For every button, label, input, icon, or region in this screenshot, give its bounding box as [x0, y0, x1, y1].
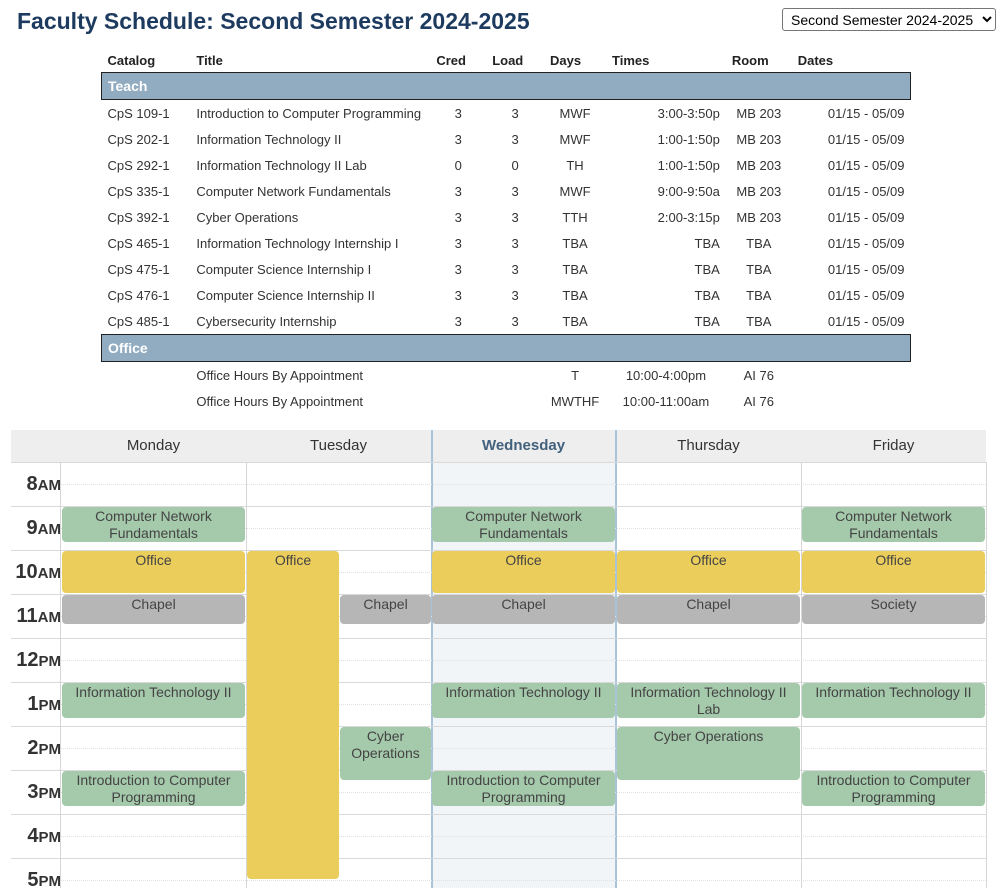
cell-room: AI 76	[743, 367, 774, 383]
cell-cred: 3	[454, 183, 462, 199]
cell-cred: 3	[454, 105, 462, 121]
calendar-event-information-technology-ii[interactable]: Information Technology II	[62, 683, 245, 718]
half-hour-line	[61, 880, 986, 881]
hour-suffix: PM	[38, 741, 61, 758]
cell-cred: 3	[454, 131, 462, 147]
col-header-cred: Cred	[436, 52, 466, 68]
cell-days: TH	[566, 157, 584, 173]
cell-catalog: CpS 392-1	[107, 209, 170, 225]
hour-number: 11	[16, 605, 38, 627]
cell-title: Office Hours By Appointment	[196, 367, 364, 383]
cell-dates: 01/15 - 05/09	[827, 287, 905, 303]
cell-times: 10:00-4:00pm	[625, 367, 707, 383]
weekly-calendar	[11, 430, 998, 888]
cell-cred: 0	[454, 157, 462, 173]
cell-catalog	[102, 362, 191, 389]
cell-title: Information Technology II	[196, 131, 342, 147]
calendar-event-chapel[interactable]: Chapel	[617, 595, 800, 624]
cell-load: 0	[511, 157, 519, 173]
hour-suffix: PM	[38, 829, 61, 846]
hour-number: 2	[27, 737, 39, 759]
cell-cred: 3	[454, 261, 462, 277]
cell-cred	[430, 388, 486, 414]
table-row	[102, 388, 911, 414]
cell-load: 3	[511, 183, 519, 199]
hour-label	[11, 726, 63, 770]
half-hour-line	[61, 484, 986, 485]
hour-label	[11, 594, 63, 638]
calendar-event-office[interactable]: Office	[247, 551, 339, 879]
hour-label	[11, 682, 63, 726]
calendar-event-office[interactable]: Office	[432, 551, 615, 593]
cell-load: 3	[511, 209, 519, 225]
semester-select[interactable]	[782, 8, 996, 31]
cell-dates	[792, 362, 911, 389]
cell-load: 3	[511, 105, 519, 121]
hour-suffix: AM	[37, 521, 61, 538]
day-header-friday: Friday	[801, 430, 986, 463]
cell-times: 3:00-3:50p	[657, 105, 720, 121]
hour-suffix: PM	[38, 697, 61, 714]
col-header-dates: Dates	[797, 52, 834, 68]
hour-suffix: AM	[37, 477, 61, 494]
cell-times: 2:00-3:15p	[657, 209, 720, 225]
calendar-event-computer-network-fundamentals[interactable]: Computer Network Fundamentals	[432, 507, 615, 542]
calendar-event-introduction-to-computer-programming[interactable]: Introduction to Computer Programming	[802, 771, 985, 806]
cell-times: 9:00-9:50a	[657, 183, 720, 199]
cell-days: MWF	[559, 131, 591, 147]
day-header-thursday: Thursday	[616, 430, 801, 463]
day-header-wednesday: Wednesday	[431, 430, 616, 463]
half-hour-line	[61, 748, 986, 749]
hour-label	[11, 462, 63, 506]
table-row	[102, 308, 911, 335]
day-header-monday: Monday	[61, 430, 246, 463]
cell-days: TBA	[562, 287, 588, 303]
calendar-event-information-technology-ii[interactable]: Information Technology II	[802, 683, 985, 718]
hour-label	[11, 506, 63, 550]
cell-catalog: CpS 475-1	[107, 261, 170, 277]
cell-times: 1:00-1:50p	[657, 157, 720, 173]
calendar-event-chapel[interactable]: Chapel	[62, 595, 245, 624]
hour-label	[11, 770, 63, 814]
hour-number: 12	[16, 649, 39, 671]
cell-load: 3	[511, 235, 519, 251]
hour-line	[11, 814, 986, 815]
cell-title: Computer Science Internship II	[196, 287, 375, 303]
calendar-event-office[interactable]: Office	[617, 551, 800, 593]
hour-line	[11, 638, 986, 639]
hour-label	[11, 858, 63, 888]
cell-times: 10:00-11:00am	[622, 393, 710, 409]
cell-dates: 01/15 - 05/09	[827, 131, 905, 147]
hour-number: 3	[27, 781, 39, 803]
cell-dates: 01/15 - 05/09	[827, 183, 905, 199]
cell-days: MWTHF	[550, 393, 600, 409]
cell-dates: 01/15 - 05/09	[827, 105, 905, 121]
cell-title: Computer Science Internship I	[196, 261, 372, 277]
day-header-tuesday: Tuesday	[246, 430, 431, 463]
cell-room: MB 203	[736, 209, 782, 225]
cell-cred: 3	[454, 235, 462, 251]
calendar-event-cyber-operations[interactable]: Cyber Operations	[340, 727, 431, 780]
cell-room: TBA	[746, 235, 772, 251]
half-hour-line	[61, 660, 986, 661]
calendar-event-computer-network-fundamentals[interactable]: Computer Network Fundamentals	[802, 507, 985, 542]
cell-title: Office Hours By Appointment	[196, 393, 364, 409]
cell-title: Introduction to Computer Programming	[196, 105, 422, 121]
section-label: Office	[102, 335, 911, 362]
calendar-event-information-technology-ii[interactable]: Information Technology II	[432, 683, 615, 718]
cell-times: TBA	[694, 261, 720, 277]
hour-suffix: PM	[38, 653, 61, 670]
hour-number: 1	[27, 693, 39, 715]
cell-load: 3	[511, 131, 519, 147]
cell-room: TBA	[746, 261, 772, 277]
half-hour-line	[61, 836, 986, 837]
hour-suffix: AM	[37, 565, 61, 582]
cell-dates: 01/15 - 05/09	[827, 157, 905, 173]
table-row	[102, 152, 911, 178]
cell-catalog: CpS 202-1	[107, 131, 170, 147]
day-column-thursday	[616, 462, 802, 888]
col-header-load: Load	[492, 52, 524, 68]
hour-number: 9	[26, 517, 38, 539]
cell-catalog: CpS 292-1	[107, 157, 170, 173]
cell-title: Computer Network Fundamentals	[196, 183, 391, 199]
cell-dates: 01/15 - 05/09	[827, 235, 905, 251]
section-header-office	[102, 335, 911, 362]
hour-number: 10	[15, 561, 38, 583]
table-row	[102, 256, 911, 282]
cell-cred: 3	[454, 313, 462, 329]
cell-days: MWF	[559, 105, 591, 121]
today-border	[431, 430, 433, 888]
cell-title: Information Technology II Lab	[196, 157, 367, 173]
table-row	[102, 362, 911, 389]
cell-catalog: CpS 485-1	[107, 313, 170, 329]
cell-dates: 01/15 - 05/09	[827, 209, 905, 225]
cell-load	[486, 388, 544, 414]
cell-times: TBA	[694, 287, 720, 303]
calendar-event-cyber-operations[interactable]: Cyber Operations	[617, 727, 800, 780]
today-border	[615, 430, 617, 888]
hour-number: 8	[26, 473, 38, 495]
cell-room: MB 203	[736, 105, 782, 121]
cell-title: Information Technology Internship I	[196, 235, 399, 251]
cell-dates: 01/15 - 05/09	[827, 261, 905, 277]
calendar-event-introduction-to-computer-programming[interactable]: Introduction to Computer Programming	[62, 771, 245, 806]
table-row	[102, 178, 911, 204]
calendar-event-information-technology-ii-lab[interactable]: Information Technology II Lab	[617, 683, 800, 718]
cell-times: TBA	[694, 313, 720, 329]
hour-suffix: PM	[38, 873, 61, 888]
cell-room: MB 203	[736, 183, 782, 199]
cell-catalog: CpS 465-1	[107, 235, 170, 251]
cell-room: AI 76	[743, 393, 774, 409]
col-header-times: Times	[612, 52, 650, 68]
hour-suffix: AM	[37, 609, 61, 626]
cell-days: MWF	[559, 183, 591, 199]
cell-cred	[430, 362, 486, 389]
calendar-event-society[interactable]: Society	[802, 595, 985, 624]
cell-catalog: CpS 476-1	[107, 287, 170, 303]
hour-line	[11, 462, 986, 463]
table-header-row	[102, 48, 911, 73]
page-title: Faculty Schedule: Second Semester 2024-2025	[17, 8, 530, 34]
calendar-event-office[interactable]: Office	[802, 551, 985, 593]
cell-title: Cybersecurity Internship	[196, 313, 337, 329]
cell-dates: 01/15 - 05/09	[827, 313, 905, 329]
col-header-room: Room	[731, 52, 769, 68]
hour-number: 5	[27, 869, 39, 888]
schedule-table	[101, 48, 911, 414]
cell-room: MB 203	[736, 157, 782, 173]
cell-room: TBA	[746, 313, 772, 329]
calendar-event-computer-network-fundamentals[interactable]: Computer Network Fundamentals	[62, 507, 245, 542]
cell-days: TBA	[562, 261, 588, 277]
hour-number: 4	[27, 825, 39, 847]
cell-catalog	[102, 388, 191, 414]
calendar-corner	[11, 430, 61, 463]
col-header-days: Days	[550, 52, 582, 68]
table-row	[102, 204, 911, 230]
cell-load: 3	[511, 287, 519, 303]
cell-dates	[792, 388, 911, 414]
cell-days: T	[571, 367, 580, 383]
cell-cred: 3	[454, 209, 462, 225]
col-header-title: Title	[196, 52, 223, 68]
calendar-event-introduction-to-computer-programming[interactable]: Introduction to Computer Programming	[432, 771, 615, 806]
hour-label	[11, 550, 63, 594]
cell-load: 3	[511, 313, 519, 329]
table-row	[102, 126, 911, 152]
cell-catalog: CpS 335-1	[107, 183, 170, 199]
calendar-event-chapel[interactable]: Chapel	[432, 595, 615, 624]
cell-cred: 3	[454, 287, 462, 303]
col-header-catalog: Catalog	[107, 52, 156, 68]
hour-suffix: PM	[38, 785, 61, 802]
calendar-event-office[interactable]: Office	[62, 551, 245, 593]
cell-title: Cyber Operations	[196, 209, 299, 225]
cell-days: TBA	[562, 313, 588, 329]
table-row	[102, 230, 911, 256]
hour-label	[11, 814, 63, 858]
cell-load	[486, 362, 544, 389]
table-row	[102, 282, 911, 308]
cell-times: 1:00-1:50p	[657, 131, 720, 147]
cell-days: TTH	[562, 209, 588, 225]
cell-room: TBA	[746, 287, 772, 303]
section-header-teach	[102, 73, 911, 100]
hour-line	[11, 726, 986, 727]
section-label: Teach	[102, 73, 911, 100]
table-row	[102, 100, 911, 127]
hour-line	[11, 858, 986, 859]
cell-times: TBA	[694, 235, 720, 251]
gutter-border	[60, 462, 61, 888]
cell-days: TBA	[562, 235, 588, 251]
calendar-event-chapel[interactable]: Chapel	[340, 595, 431, 624]
cell-room: MB 203	[736, 131, 782, 147]
cell-load: 3	[511, 261, 519, 277]
cell-catalog: CpS 109-1	[107, 105, 170, 121]
hour-label	[11, 638, 63, 682]
